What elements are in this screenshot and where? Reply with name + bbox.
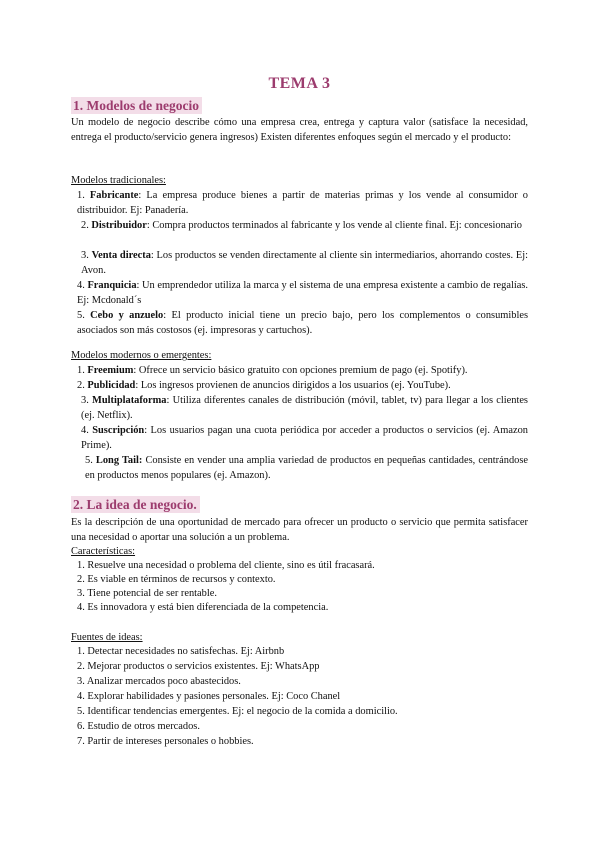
- list-item: 4. Suscripción: Los usuarios pagan una cuota periódica por acceder a productos o servicios (ej. Amazon Prime).: [81, 425, 528, 451]
- list-item: 2. Publicidad: Los ingresos provienen de anuncios dirigidos a los usuarios (ej. YouTube).: [77, 380, 451, 391]
- sources-label: Fuentes de ideas:: [71, 632, 143, 643]
- list-item: 5. Cebo y anzuelo: El producto inicial tiene un precio bajo, pero los complementos o consumibles asociados son más costosos (ej. impresoras y cartuchos).: [77, 310, 528, 336]
- list-item: 2. Mejorar productos o servicios existentes. Ej: WhatsApp: [77, 661, 320, 672]
- list-item: 2. Es viable en términos de recursos y contexto.: [77, 574, 276, 585]
- characteristics-label: Características:: [71, 546, 136, 557]
- list-item: 1. Resuelve una necesidad o problema del cliente, sino es útil fracasará.: [77, 560, 375, 571]
- list-item: 3. Venta directa: Los productos se venden directamente al cliente sin intermediarios, ahorrando costes. Ej: Avon.: [81, 250, 528, 276]
- list-item: 2. Distribuidor: Compra productos terminados al fabricante y los vende al cliente final. Ej: concesionario: [81, 220, 522, 231]
- list-item: 1. Detectar necesidades no satisfechas. Ej: Airbnb: [77, 646, 285, 657]
- list-item: 3. Tiene potencial de ser rentable.: [77, 588, 217, 599]
- traditional-models-label: Modelos tradicionales:: [71, 175, 166, 186]
- list-item: 7. Partir de intereses personales o hobbies.: [77, 736, 254, 747]
- document-title: TEMA 3: [268, 75, 331, 92]
- list-item: 6. Estudio de otros mercados.: [77, 721, 200, 732]
- list-item: 4. Es innovadora y está bien diferenciada de la competencia.: [77, 602, 329, 613]
- section-2-intro: Es la descripción de una oportunidad de mercado para ofrecer un producto o servicio que permita satisfacer una necesidad o aportar una solución a un problema.: [71, 517, 528, 543]
- list-item: 4. Franquicia: Un emprendedor utiliza la marca y el sistema de una empresa existente a cambio de regalías. Ej: Mcdonald´s: [77, 280, 528, 306]
- list-item: 1. Freemium: Ofrece un servicio básico gratuito con opciones premium de pago (ej. Spotify).: [77, 365, 468, 376]
- modern-models-label: Modelos modernos o emergentes:: [71, 350, 212, 361]
- list-item: 1. Fabricante: La empresa produce bienes a partir de materias primas y los vende al consumidor o distribuidor. Ej: Panadería.: [77, 190, 528, 216]
- list-item: 3. Multiplataforma: Utiliza diferentes canales de distribución (móvil, tablet, tv) para llegar a los clientes (ej. Netflix).: [81, 395, 528, 421]
- section-2-heading: 2. La idea de negocio.: [71, 496, 200, 513]
- list-item: 4. Explorar habilidades y pasiones personales. Ej: Coco Chanel: [77, 691, 341, 702]
- section-1-heading: 1. Modelos de negocio: [71, 97, 202, 114]
- list-item: 5. Identificar tendencias emergentes. Ej: el negocio de la comida a domicilio.: [77, 706, 398, 717]
- list-item: 5. Long Tail: Consiste en vender una amplia variedad de productos en pequeñas cantidades, centrándose en productos menos populares (ej. Amazon).: [85, 455, 528, 481]
- list-item: 3. Analizar mercados poco abastecidos.: [77, 676, 241, 687]
- section-1-intro: Un modelo de negocio describe cómo una empresa crea, entrega y captura valor (satisface la necesidad, entrega el producto/servicio genera ingresos) Existen diferentes enfoques según el mercado y el producto:: [71, 117, 528, 143]
